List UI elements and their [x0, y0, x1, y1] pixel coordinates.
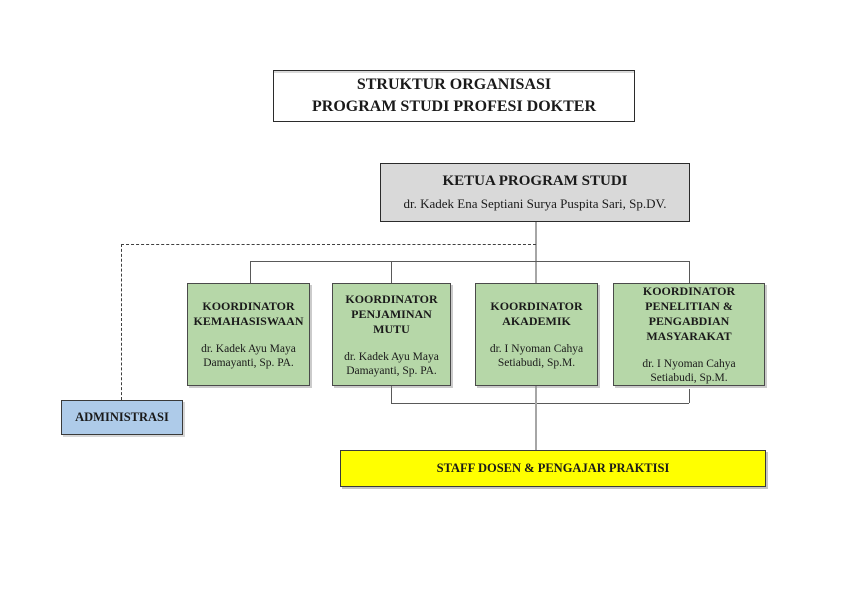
connector-dashed-horizontal-administrasi — [121, 244, 536, 245]
node-ketua-program-studi — [380, 163, 690, 222]
node-staff-dosen — [340, 450, 766, 487]
coordinator-title: KOORDINATOR AKADEMIK — [490, 299, 583, 328]
connector-rise-penjaminan-mutu — [391, 386, 392, 403]
connector-rise-penelitian — [689, 389, 690, 403]
chart-title-line1: STRUKTUR ORGANISASI — [356, 76, 552, 93]
coordinator-title: KOORDINATOR PENELITIAN & PENGABDIAN MASYARAKAT — [642, 284, 736, 343]
staff-label: STAFF DOSEN & PENGAJAR PRAKTISI — [436, 461, 670, 475]
ketua-title: KETUA PROGRAM STUDI — [442, 173, 628, 189]
node-koordinator-penjaminan-mutu — [332, 283, 451, 386]
coordinator-name: dr. I Nyoman Cahya Setiabudi, Sp.M. — [489, 343, 584, 369]
node-koordinator-penelitian-pengabdian — [613, 283, 765, 386]
ketua-name: dr. Kadek Ena Septiani Surya Puspita Sari, Sp.DV. — [403, 196, 667, 211]
coordinator-name: dr. I Nyoman Cahya Setiabudi, Sp.M. — [642, 358, 736, 384]
node-koordinator-akademik — [475, 283, 598, 386]
node-koordinator-kemahasiswaan — [187, 283, 310, 386]
administrasi-label: ADMINISTRASI — [75, 410, 169, 424]
node-administrasi — [61, 400, 183, 435]
connector-akademik-to-staff — [535, 386, 537, 450]
chart-title-line2: PROGRAM STUDI PROFESI DOKTER — [311, 98, 597, 115]
connector-dashed-vertical-administrasi — [121, 244, 122, 400]
connector-drop-kemahasiswaan — [250, 261, 251, 283]
connector-ketua-to-akademik — [535, 222, 537, 283]
connector-bottom-rail — [391, 403, 689, 404]
coordinator-name: dr. Kadek Ayu Maya Damayanti, Sp. PA. — [201, 343, 296, 369]
coordinator-name: dr. Kadek Ayu Maya Damayanti, Sp. PA. — [344, 350, 439, 377]
coordinator-title: KOORDINATOR PENJAMINAN MUTU — [345, 291, 438, 336]
connector-drop-penjaminan-mutu — [391, 261, 392, 283]
connector-drop-penelitian — [689, 261, 690, 283]
chart-title-box — [273, 70, 635, 122]
connector-top-rail — [250, 261, 690, 262]
coordinator-title: KOORDINATOR KEMAHASISWAAN — [193, 299, 304, 328]
